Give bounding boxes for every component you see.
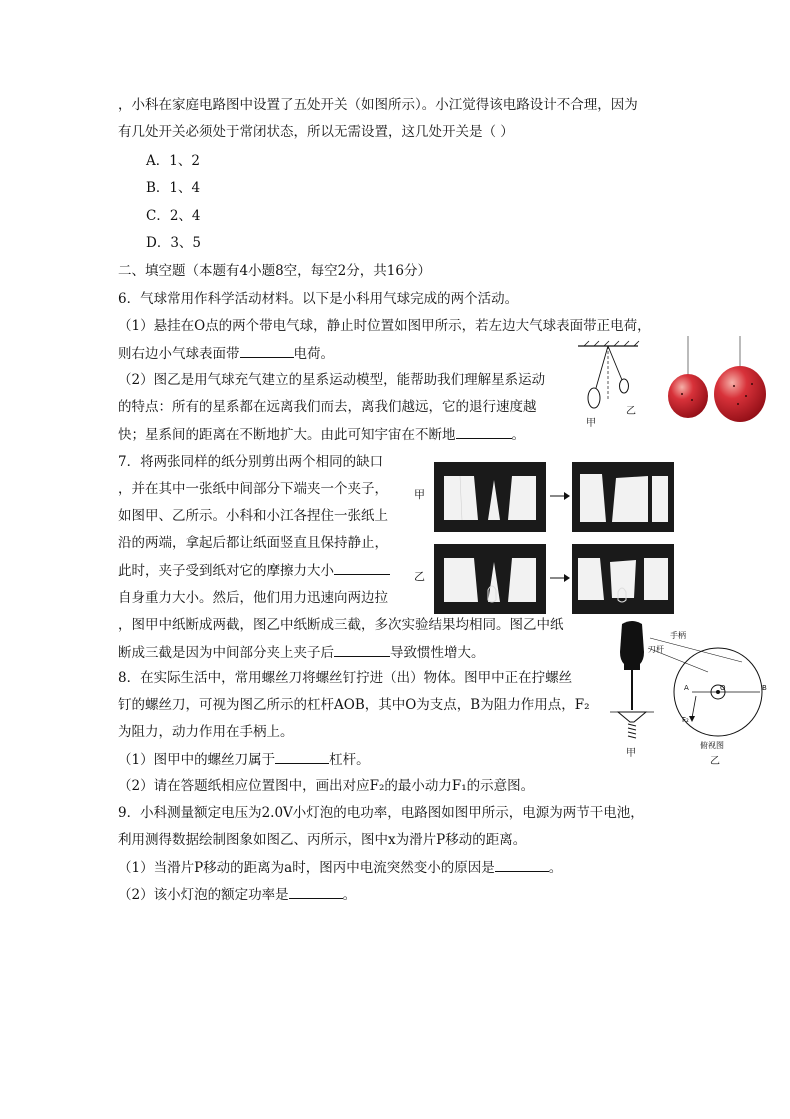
q8-part1: （1）图甲中的螺丝刀属于 杠杆。 (118, 749, 370, 770)
section-title: 二、填空题（本题有4小题8空，每空2分，共16分） (118, 263, 431, 279)
q6-part2-line1: （2）图乙是用气球充气建立的星系运动模型，能帮助我们理解星系运动 (118, 372, 546, 388)
answer-blank[interactable] (334, 642, 390, 657)
q7-line5: 此时，夹子受到纸对它的摩擦力大小 (118, 560, 390, 581)
q5-line1: ，小科在家庭电路图中设置了五处开关（如图所示）。小江觉得该电路设计不合理，因为 (118, 97, 638, 113)
large-balloon (714, 366, 766, 422)
point-o: O (720, 684, 726, 692)
q7-line6: 自身重力大小。然后，他们用力迅速向两边拉 (118, 590, 388, 606)
q7-line1: 7．将两张同样的纸分别剪出两个相同的缺口 (118, 454, 384, 470)
q7-line4: 沿的两端，拿起后都让纸面竖直且保持静止， (118, 535, 388, 551)
answer-blank[interactable] (456, 424, 512, 439)
q6-part2-line2: 的特点：所有的星系都在远离我们而去，离我们越远，它的退行速度越 (118, 399, 537, 415)
label-f2: F₂ (682, 716, 689, 724)
q5-option-d: D．3、5 (146, 235, 202, 251)
q8-part2: （2）请在答题纸相应位置图中，画出对应F₂的最小动力F₁的示意图。 (118, 778, 535, 794)
q7-line2: ，并在其中一张纸中间部分下端夹一个夹子， (118, 481, 388, 497)
q8-line3: 为阻力，动力作用在手柄上。 (118, 724, 294, 740)
q6-part1-line1: （1）悬挂在O点的两个带电气球，静止时位置如图甲所示，若左边大气球表面带正电荷， (118, 318, 651, 334)
q7-figure-paper (412, 458, 674, 618)
q8-figure-screwdriver (604, 618, 774, 768)
q7-line3: 如图甲、乙所示。小科和小江各捏住一张纸上 (118, 508, 388, 524)
q6-part1-line2: 则右边小气球表面带 电荷。 (118, 343, 334, 364)
fig-label-jia: 甲 (586, 418, 596, 429)
label-top-view: 俯视图 (700, 741, 724, 750)
label-shaft: 刀杆 (648, 645, 664, 654)
answer-blank[interactable] (495, 857, 549, 872)
small-balloon (668, 374, 708, 418)
answer-blank[interactable] (289, 884, 343, 899)
point-b: B (762, 684, 767, 692)
q7-line7: ，图甲中纸断成两截，图乙中纸断成三截，多次实验结果均相同。图乙中纸 (118, 617, 564, 633)
fig-label-yi: 乙 (414, 570, 425, 583)
fig-label-jia: 甲 (626, 748, 636, 759)
label-handle: 手柄 (670, 631, 686, 640)
q8-line2: 钉的螺丝刀，可视为图乙所示的杠杆AOB，其中O为支点，B为阻力作用点，F₂ (118, 697, 590, 713)
q9-line2: 利用测得数据绘制图象如图乙、丙所示，图中x为滑片P移动的距离。 (118, 832, 527, 848)
q9-line1: 9．小科测量额定电压为2.0V小灯泡的电功率，电路图如图甲所示，电源为两节干电池， (118, 805, 644, 821)
answer-blank[interactable] (240, 343, 294, 358)
fig-label-yi: 乙 (710, 756, 720, 767)
answer-blank[interactable] (334, 560, 390, 575)
q5-option-b: B．1、4 (146, 180, 201, 196)
fig-label-jia: 甲 (414, 488, 425, 501)
q8-line1: 8．在实际生活中，常用螺丝刀将螺丝钉拧进（出）物体。图甲中正在拧螺丝 (118, 670, 573, 686)
q7-line8: 断成三截是因为中间部分夹上夹子后 导致惯性增大。 (118, 642, 485, 663)
q9-part2: （2）该小灯泡的额定功率是 。 (118, 884, 356, 905)
q6-figure-yi-balloons (662, 336, 768, 424)
q6-part2-line3: 快；星系间的距离在不断地扩大。由此可知宇宙在不断地 。 (118, 424, 525, 445)
point-a: A (684, 684, 689, 692)
answer-blank[interactable] (275, 749, 329, 764)
q9-part1: （1）当滑片P移动的距离为a时，图丙中电流突然变小的原因是 。 (118, 857, 562, 878)
q5-option-a: A．1、2 (146, 153, 200, 169)
fig-label-yi: 乙 (626, 406, 636, 417)
q5-line2: 有几处开关必须处于常闭状态，所以无需设置，这几处开关是（ ） (118, 124, 514, 140)
q6-figure-jia (572, 340, 652, 432)
q6-stem: 6．气球常用作科学活动材料。以下是小科用气球完成的两个活动。 (118, 291, 519, 307)
q5-option-c: C．2、4 (146, 208, 201, 224)
